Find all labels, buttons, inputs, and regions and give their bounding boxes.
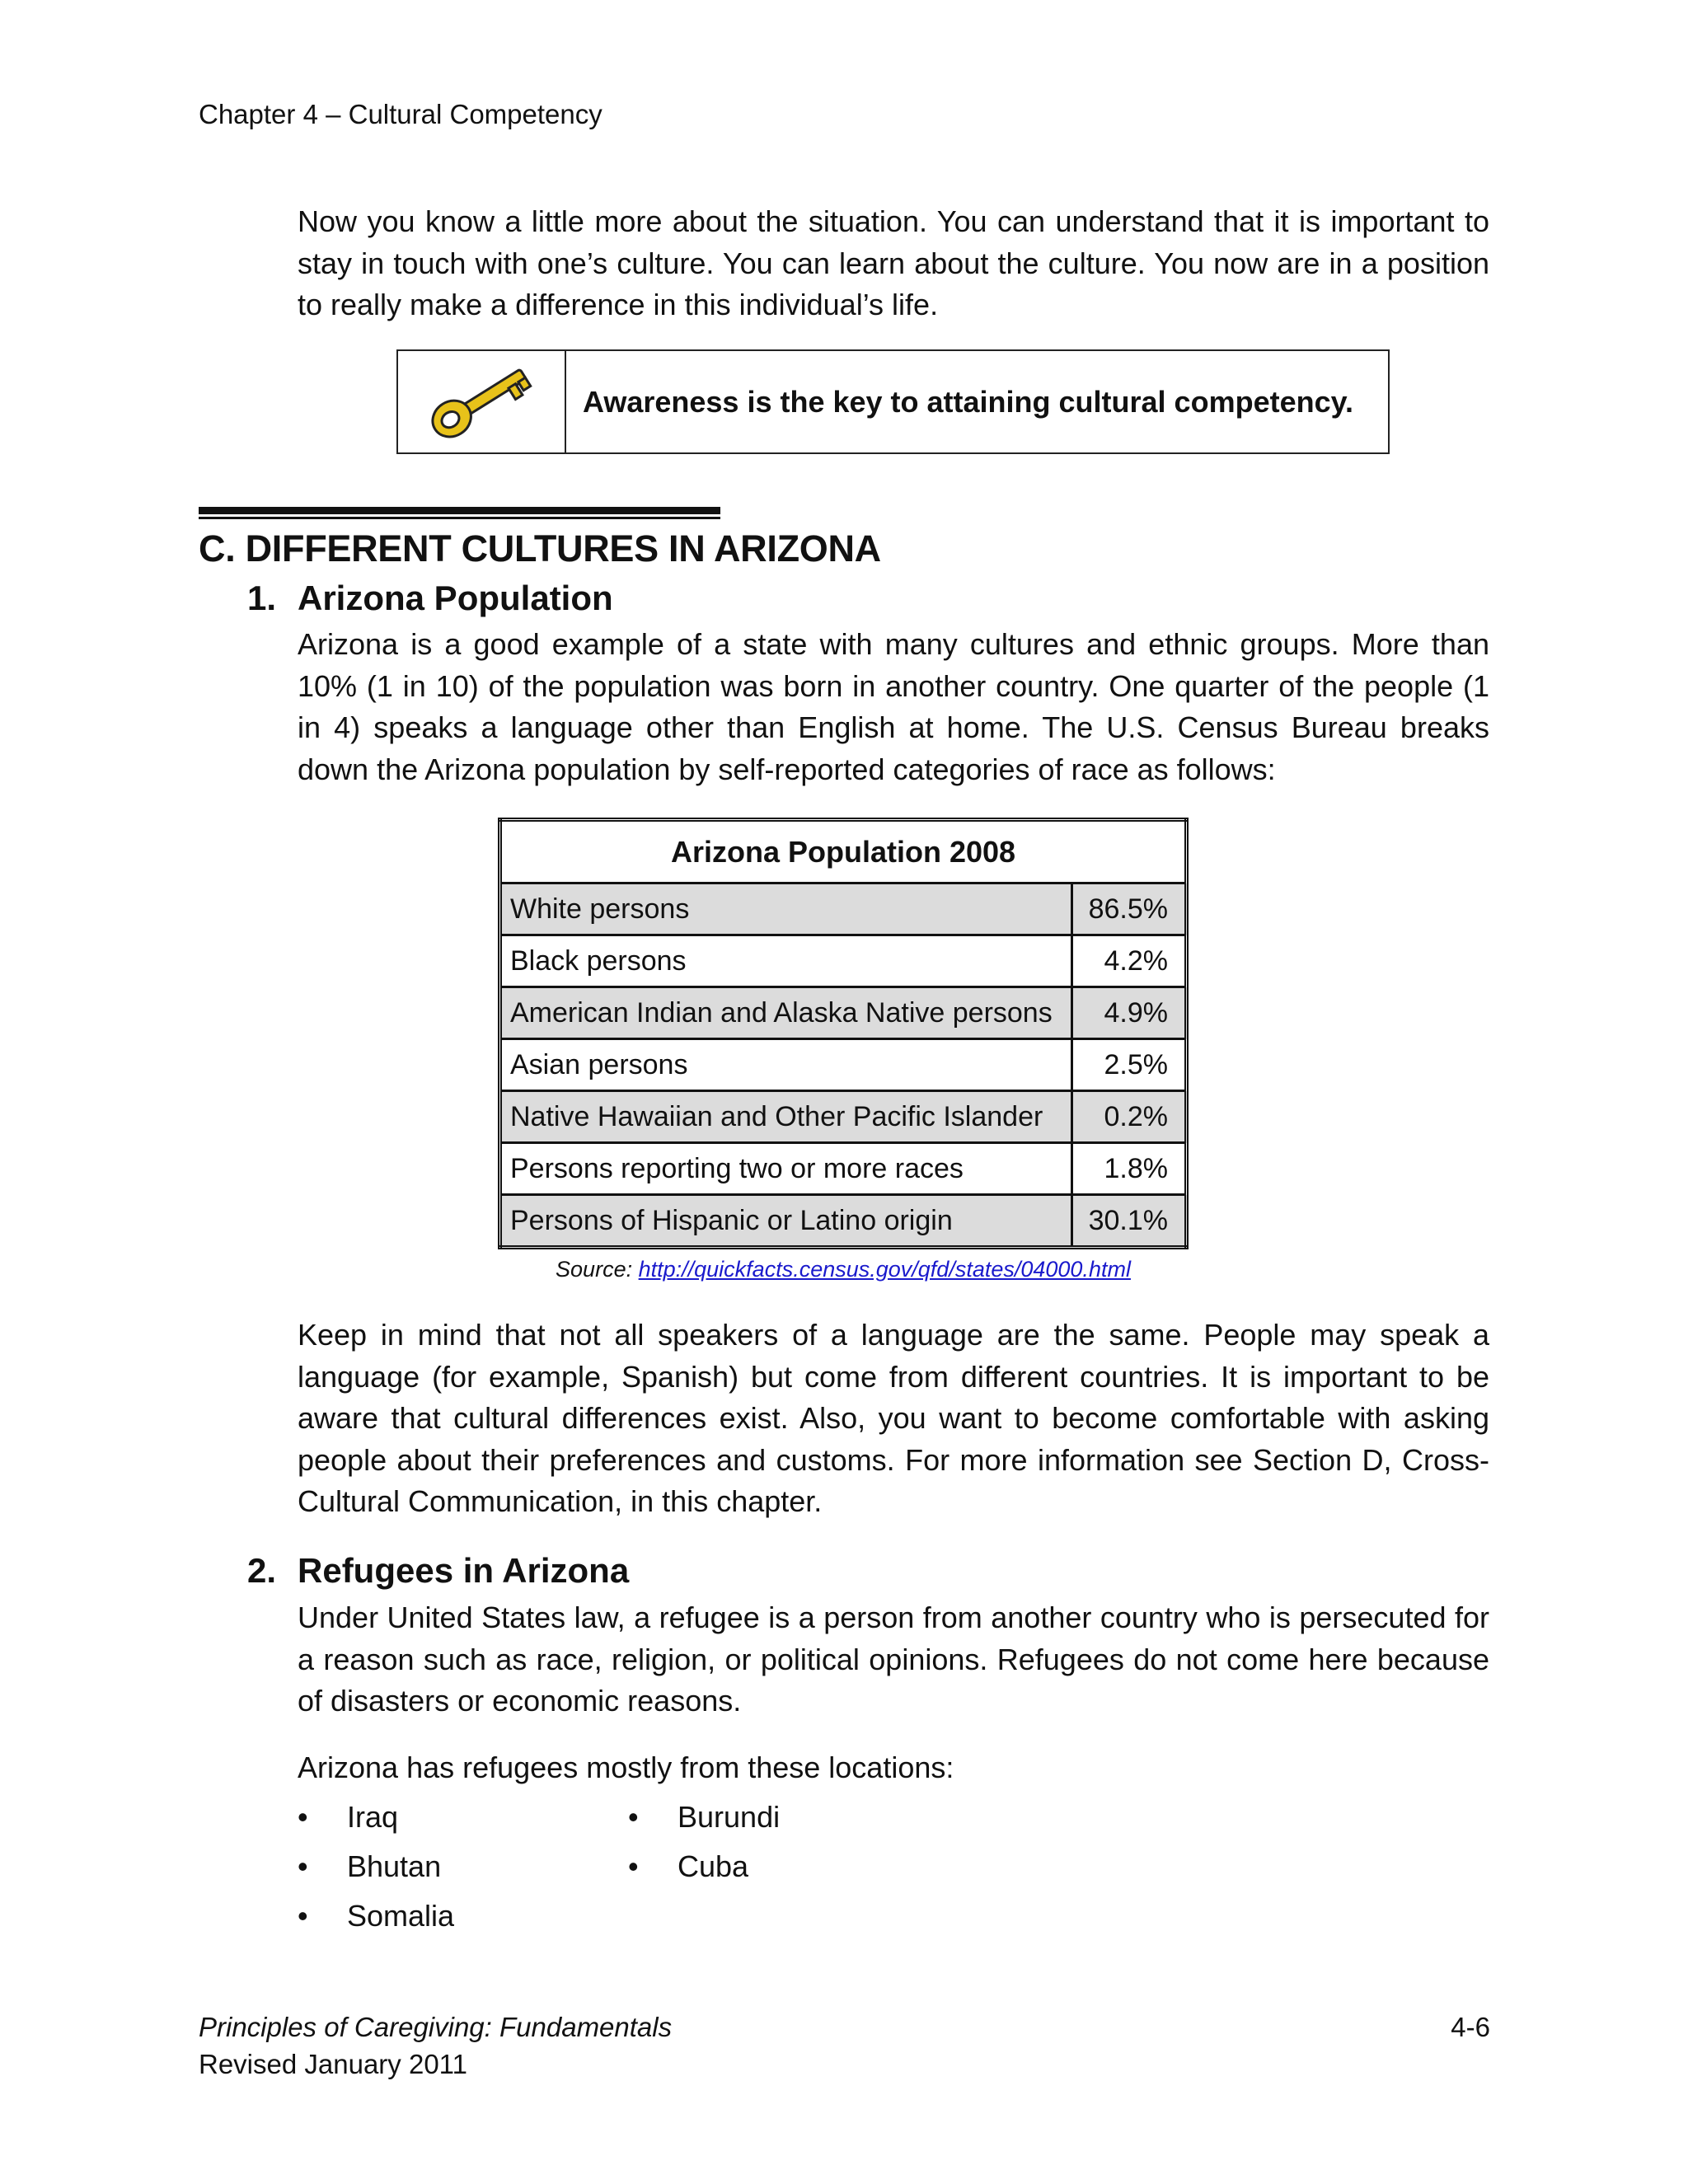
table-row — [500, 1195, 1187, 1248]
row-value: 4.9% — [1072, 987, 1187, 1039]
subsection-1-number: 1. — [247, 579, 277, 617]
row-value: 30.1% — [1072, 1195, 1187, 1248]
source-label: Source: — [556, 1257, 633, 1282]
list-item-text: Somalia — [347, 1899, 455, 1933]
list-item-text: Iraq — [347, 1800, 399, 1834]
row-label: Asian persons — [500, 1039, 1072, 1091]
population-paragraph: Arizona is a good example of a state with many cultures and ethnic groups. More than 10% (1 in 10) of the population was born in another country. One quarter of the people (1 in 4) speaks a language other than English at home. The U.S. Census Bureau breaks down the Arizona population by self-reported categories of race as follows: — [298, 627, 1489, 786]
refugee-paragraph: Under United States law, a refugee is a person from another country who is persecuted for a reason such as race, religion, or political opinions. Refugees do not come here because of disasters or economic reasons. — [298, 1601, 1489, 1718]
list-item-text: Burundi — [678, 1800, 781, 1834]
running-header: Chapter 4 – Cultural Competency — [199, 99, 603, 129]
row-value: 2.5% — [1072, 1039, 1187, 1091]
list-item-text: Cuba — [678, 1849, 749, 1883]
bullet: • — [298, 1800, 308, 1834]
callout-text: Awareness is the key to attaining cultural competency. — [583, 384, 1353, 419]
list-item-text: Bhutan — [347, 1849, 442, 1883]
section-title: C. DIFFERENT CULTURES IN ARIZONA — [199, 527, 881, 569]
callout-icon-cell — [398, 351, 566, 452]
table-row — [500, 883, 1187, 935]
table-title: Arizona Population 2008 — [500, 820, 1187, 883]
row-label: Native Hawaiian and Other Pacific Islander — [500, 1091, 1072, 1143]
row-value: 86.5% — [1072, 883, 1187, 935]
footer-page-number: 4-6 — [1451, 2012, 1490, 2042]
table-row — [500, 935, 1187, 987]
row-label: Persons of Hispanic or Latino origin — [500, 1195, 1072, 1248]
list-item — [298, 1849, 441, 1884]
subsection-1-title: Arizona Population — [298, 579, 613, 617]
table-row — [500, 1143, 1187, 1195]
table-row — [500, 987, 1187, 1039]
row-label: White persons — [500, 883, 1072, 935]
list-item — [298, 1899, 454, 1933]
row-label: Black persons — [500, 935, 1072, 987]
bullet: • — [628, 1800, 639, 1834]
footer-title: Principles of Caregiving: Fundamentals — [199, 2012, 673, 2042]
row-label: American Indian and Alaska Native persons — [500, 987, 1072, 1039]
bullet: • — [628, 1849, 639, 1883]
table-row — [500, 1039, 1187, 1091]
footer-revised: Revised January 2011 — [199, 2049, 467, 2079]
refugee-list-intro: Arizona has refugees mostly from these locations: — [298, 1750, 954, 1784]
row-label: Persons reporting two or more races — [500, 1143, 1072, 1195]
table-source — [498, 1257, 1189, 1282]
intro-paragraph: Now you know a little more about the situation. You can understand that it is important to stay in touch with one’s culture. You can learn about the culture. You now are in a position to really make a difference in this individual’s life. — [298, 204, 1489, 321]
table-row — [500, 1091, 1187, 1143]
section-rule-thin — [199, 517, 720, 519]
subsection-2-number: 2. — [247, 1551, 277, 1590]
section-rule-thick — [199, 507, 720, 514]
list-item — [298, 1800, 398, 1835]
key-icon — [420, 357, 543, 448]
row-value: 1.8% — [1072, 1143, 1187, 1195]
list-item — [628, 1800, 780, 1835]
list-item — [628, 1849, 748, 1884]
source-link[interactable]: http://quickfacts.census.gov/qfd/states/04000.html — [638, 1257, 1131, 1282]
bullet: • — [298, 1899, 308, 1933]
row-value: 4.2% — [1072, 935, 1187, 987]
row-value: 0.2% — [1072, 1091, 1187, 1143]
key-callout-box — [396, 349, 1390, 454]
population-table — [498, 818, 1189, 1249]
subsection-2-title: Refugees in Arizona — [298, 1551, 630, 1590]
bullet: • — [298, 1849, 308, 1883]
keep-in-mind-paragraph: Keep in mind that not all speakers of a language are the same. People may speak a language (for example, Spanish) but come from different countries. It is important to be aware that cultural differences exist. Also, you want to become comfortable with asking people about their preferences and customs. For more information see Section D, Cross-Cultural Communication, in this chapter. — [298, 1318, 1489, 1518]
